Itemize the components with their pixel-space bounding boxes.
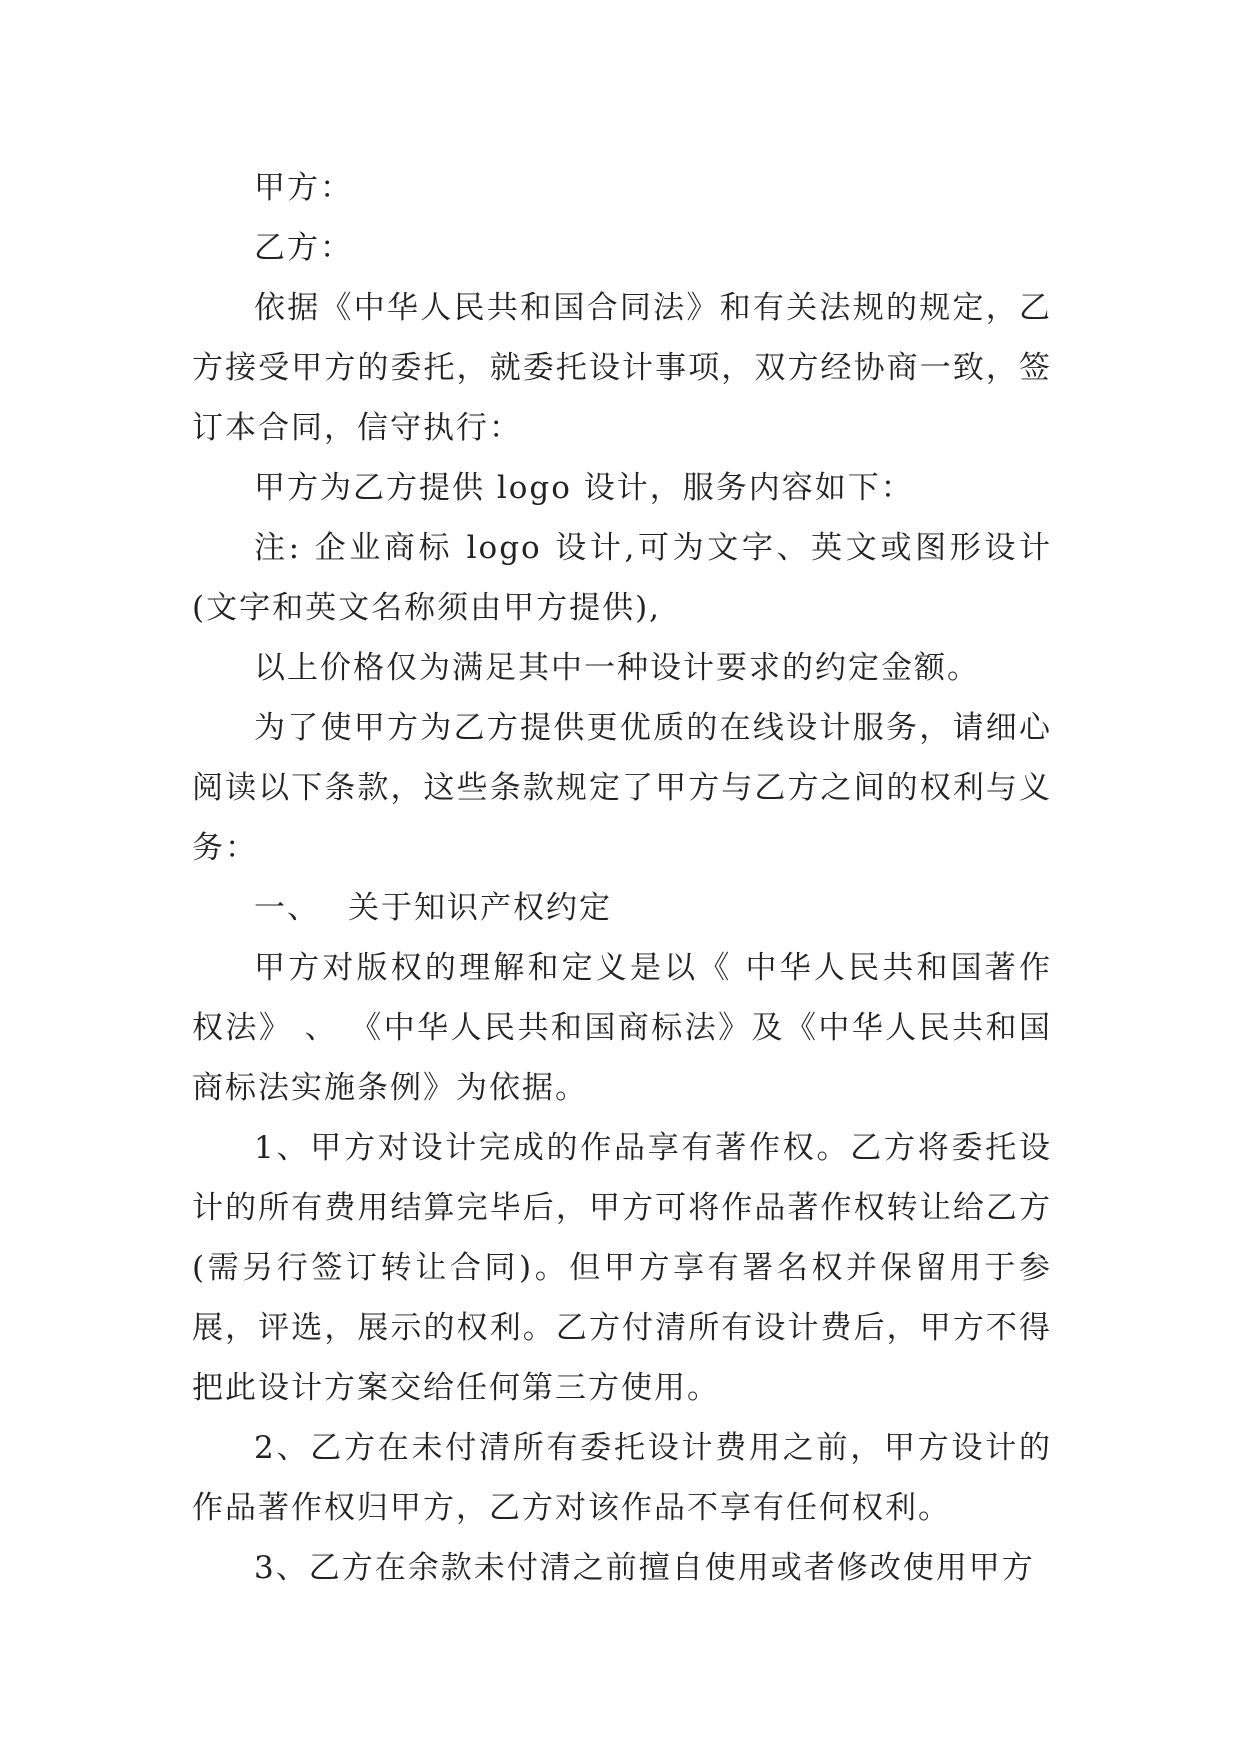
document-body [192, 158, 1052, 1598]
section-number: 一、 [254, 890, 320, 926]
copyright-definition-paragraph: 甲方对版权的理解和定义是以《 中华人民共和国著作权法》 、 《中华人民共和国商标法》及《中华人民共和国商标法实施条例》为依据。 [192, 950, 1052, 1106]
terms-intro-paragraph: 为了使甲方为乙方提供更优质的在线设计服务，请细心阅读以下条款，这些条款规定了甲方与乙方之间的权利与义务： [192, 710, 1052, 866]
preamble-paragraph: 依据《中华人民共和国合同法》和有关法规的规定，乙方接受甲方的委托，就委托设计事项，双方经协商一致，签订本合同，信守执行： [192, 290, 1052, 446]
service-intro-paragraph: 甲方为乙方提供 logo 设计，服务内容如下： [254, 470, 914, 506]
clause-2-paragraph: 2、乙方在未付清所有委托设计费用之前，甲方设计的作品著作权归甲方，乙方对该作品不享有任何权利。 [192, 1430, 1052, 1526]
clause-3-paragraph: 3、乙方在余款未付清之前擅自使用或者修改使用甲方 [254, 1550, 1035, 1586]
section-heading-ip [192, 878, 1052, 938]
party-a-line: 甲方： [254, 170, 353, 206]
price-paragraph: 以上价格仅为满足其中一种设计要求的约定金额。 [254, 650, 980, 686]
section-title: 关于知识产权约定 [348, 890, 612, 926]
note-paragraph: 注: 企业商标 logo 设计,可为文字、英文或图形设计 (文字和英文名称须由甲方提供), [192, 530, 1052, 626]
party-b-line: 乙方： [254, 230, 353, 266]
clause-1-paragraph: 1、甲方对设计完成的作品享有著作权。乙方将委托设计的所有费用结算完毕后，甲方可将作品著作权转让给乙方(需另行签订转让合同)。但甲方享有署名权并保留用于参展，评选，展示的权利。乙方付清所有设计费后，甲方不得把此设计方案交给任何第三方使用。 [192, 1130, 1052, 1406]
